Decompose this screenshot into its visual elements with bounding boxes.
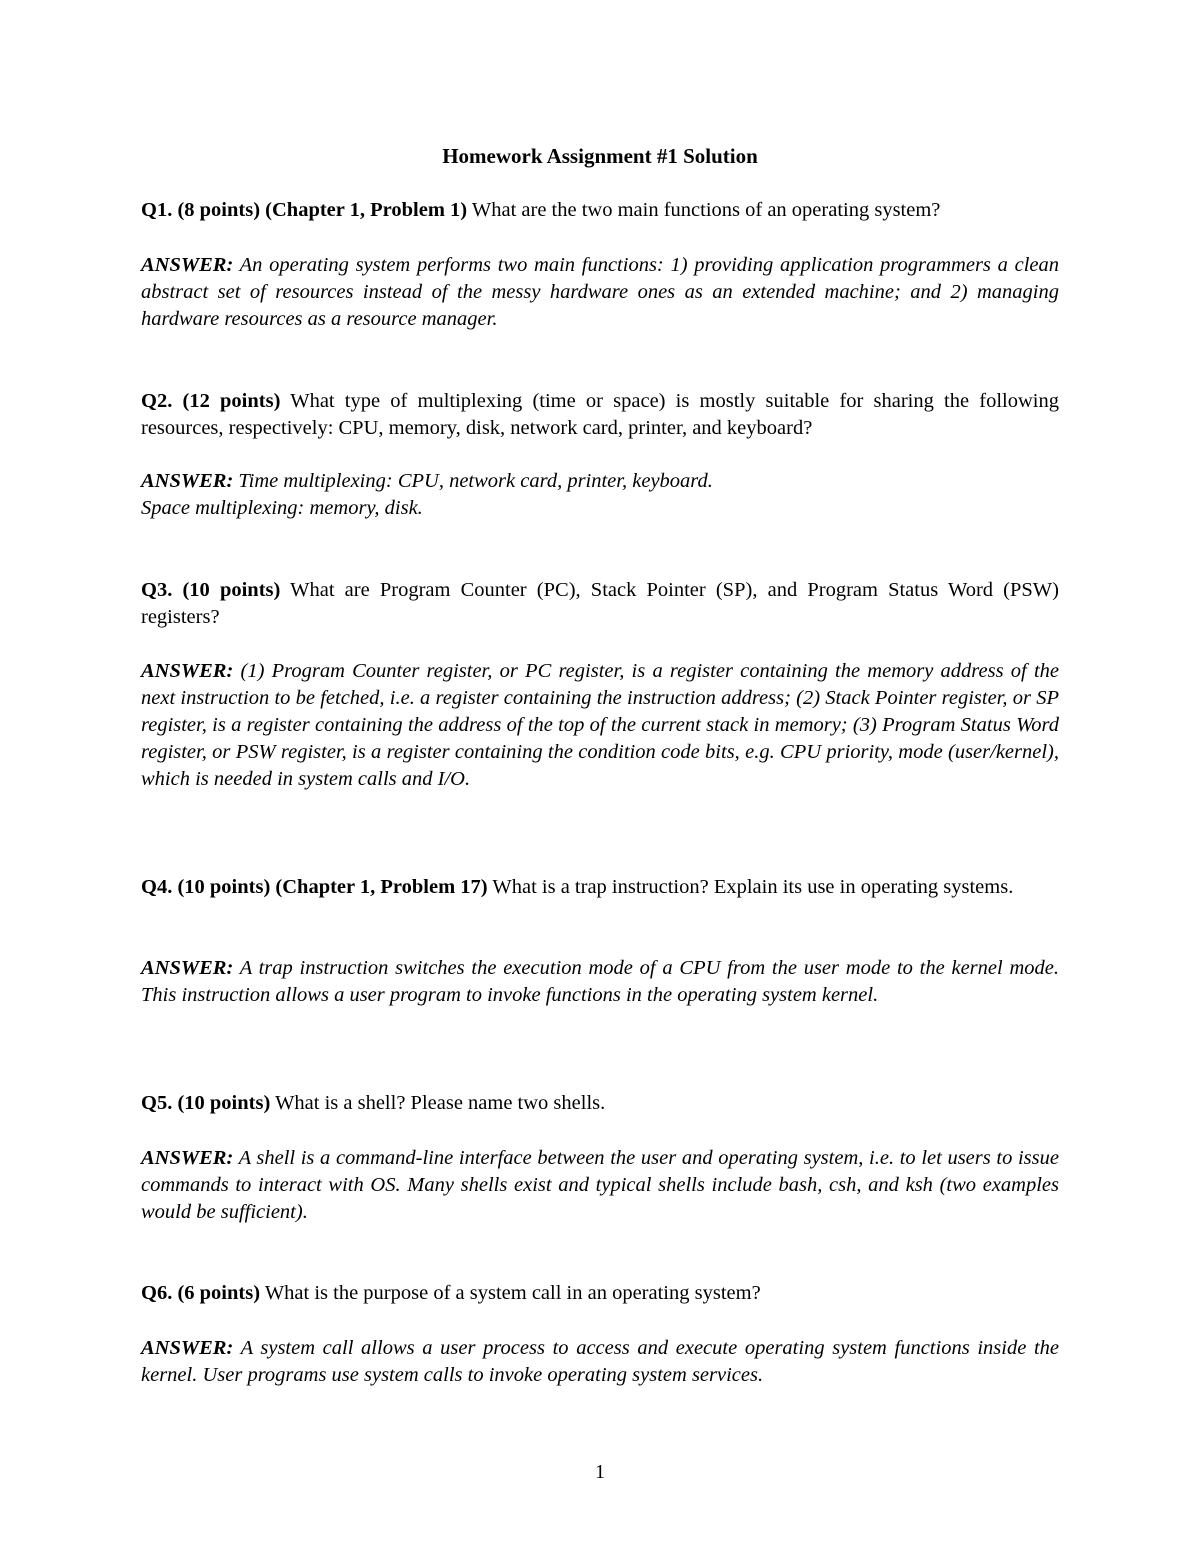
answer-text: A shell is a command-line interface between the user and operating system, i.e. to let users to issue commands to interact with OS. Many shells exist and typical shells include bash, csh, and ksh (two examples would be sufficient).: [141, 1147, 1059, 1223]
answer-label: ANSWER:: [141, 1147, 234, 1169]
answer-label: ANSWER:: [141, 660, 234, 682]
answer-line-1: [141, 468, 1059, 495]
question-text: What are Program Counter (PC), Stack Pointer (SP), and Program Status Word (PSW) registers?: [141, 579, 1059, 628]
answer-text: A trap instruction switches the execution mode of a CPU from the user mode to the kernel mode. This instruction allows a user program to invoke functions in the operating system kernel.: [141, 957, 1059, 1006]
answer-label: ANSWER:: [141, 957, 234, 979]
question-id: Q6.: [141, 1282, 173, 1304]
answer-text: A system call allows a user process to access and execute operating system functions inside the kernel. User programs use system calls to invoke operating system services.: [141, 1337, 1059, 1386]
question-1: [141, 197, 1059, 224]
question-points: (12 points): [182, 390, 281, 412]
question-id: Q1.: [141, 199, 173, 221]
answer-2: [141, 468, 1059, 522]
question-text: What is a shell? Please name two shells.: [275, 1092, 606, 1114]
question-points: (8 points): [177, 199, 261, 221]
answer-text: An operating system performs two main functions: 1) providing application programmers a clean abstract set of resources instead of the messy hardware ones as an extended machine; and 2) managing hardware resources as a resource manager.: [141, 254, 1059, 330]
question-points: (10 points): [182, 579, 281, 601]
answer-text: (1) Program Counter register, or PC register, is a register containing the memory address of the next instruction to be fetched, i.e. a register containing the instruction address; (2) Stack Pointer register, or SP register, is a register containing the address of the top of the current stack in memory; (3) Program Status Word register, or PSW register, is a register containing the condition code bits, e.g. CPU priority, mode (user/kernel), which is needed in system calls and I/O.: [141, 660, 1059, 790]
question-source: (Chapter 1, Problem 1): [265, 199, 468, 221]
answer-6: [141, 1335, 1059, 1389]
question-6: [141, 1280, 1059, 1307]
question-text: What type of multiplexing (time or space) is mostly suitable for sharing the following resources, respectively: CPU, memory, disk, network card, printer, and keyboard?: [141, 390, 1059, 439]
answer-5: [141, 1145, 1059, 1226]
page-number: 1: [595, 1461, 605, 1483]
question-4: [141, 874, 1059, 901]
question-text: What is a trap instruction? Explain its use in operating systems.: [492, 876, 1014, 898]
answer-1: [141, 252, 1059, 333]
question-source: (Chapter 1, Problem 17): [275, 876, 488, 898]
answer-label: ANSWER:: [141, 470, 234, 492]
question-3: [141, 577, 1059, 631]
answer-label: ANSWER:: [141, 1337, 234, 1359]
question-2: [141, 388, 1059, 442]
question-points: (6 points): [177, 1282, 261, 1304]
question-points: (10 points): [177, 876, 271, 898]
question-id: Q2.: [141, 390, 173, 412]
question-id: Q5.: [141, 1092, 173, 1114]
document-title: Homework Assignment #1 Solution: [442, 144, 758, 168]
answer-4: [141, 955, 1059, 1009]
answer-text: Time multiplexing: CPU, network card, printer, keyboard.: [238, 470, 713, 492]
question-points: (10 points): [177, 1092, 271, 1114]
answer-line-2: Space multiplexing: memory, disk.: [141, 497, 423, 519]
answer-3: [141, 658, 1059, 793]
question-5: [141, 1090, 1059, 1117]
question-text: What is the purpose of a system call in an operating system?: [264, 1282, 761, 1304]
question-text: What are the two main functions of an operating system?: [471, 199, 941, 221]
question-id: Q3.: [141, 579, 173, 601]
question-id: Q4.: [141, 876, 173, 898]
answer-label: ANSWER:: [141, 254, 234, 276]
